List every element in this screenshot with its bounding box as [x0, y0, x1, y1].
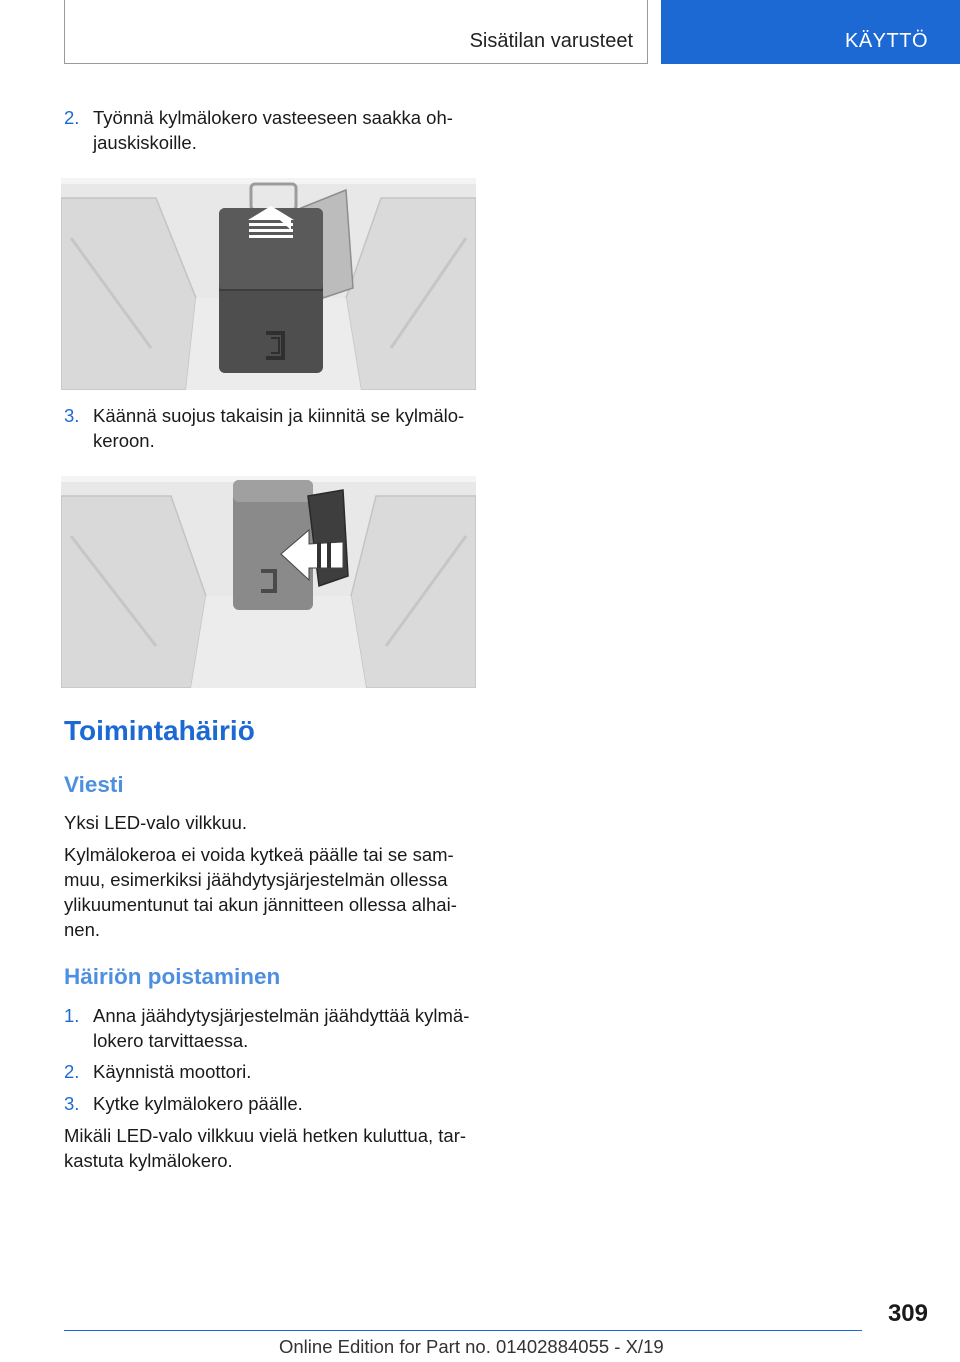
- step-text: Työnnä kylmälokero vasteeseen saakka oh-jauskiskoille.: [93, 107, 453, 153]
- page-number: 309: [887, 1300, 928, 1327]
- step-text: Anna jäähdytysjärjestelmän jäähdyttää kylmä-lokero tarvittaessa.: [93, 1005, 470, 1051]
- fix-step-start-engine: [64, 1059, 476, 1084]
- step-number: 3.: [64, 405, 80, 426]
- figure-cooler-push: [61, 178, 476, 390]
- step-text: Käännä suojus takaisin ja kiinnitä se kylmälo-keroon.: [93, 405, 465, 451]
- fix-heading: Häiriön poistaminen: [64, 964, 281, 989]
- step-number: 3.: [64, 1093, 80, 1114]
- step-text: Käynnistä moottori.: [93, 1061, 252, 1082]
- step-number: 1.: [64, 1005, 80, 1026]
- step-close-cover: [64, 403, 476, 453]
- header-section-title: Sisätilan varusteet: [469, 30, 633, 52]
- section-title: Toimintahäiriö: [64, 715, 255, 746]
- step-number: 2.: [64, 1061, 80, 1082]
- step-text: Kytke kylmälokero päälle.: [93, 1093, 303, 1114]
- closing-text: Mikäli LED-valo vilkkuu vielä hetken kuluttua, tar-kastuta kylmälokero.: [64, 1125, 467, 1171]
- message-line: Yksi LED-valo vilkkuu.: [64, 812, 248, 833]
- footer-divider: [64, 1330, 862, 1331]
- message-heading: Viesti: [64, 772, 124, 797]
- header-chapter-box: [661, 0, 960, 64]
- header-section-box: [64, 0, 648, 64]
- header-chapter-title: KÄYTTÖ: [844, 30, 928, 52]
- footer-edition: Online Edition for Part no. 01402884055 - X/19: [279, 1336, 664, 1357]
- step-push-cooler: [64, 105, 476, 155]
- message-text: Kylmälokeroa ei voida kytkeä päälle tai se sam-muu, esimerkiksi jäähdytysjärjestelmän ollessa ylikuumentunut tai akun jännitteen ollessa alhai-nen.: [64, 844, 457, 940]
- fix-step-cool-down: [64, 1003, 476, 1053]
- fix-step-switch-on: [64, 1091, 476, 1116]
- figure-cooler-cover: [61, 476, 476, 688]
- step-number: 2.: [64, 107, 80, 128]
